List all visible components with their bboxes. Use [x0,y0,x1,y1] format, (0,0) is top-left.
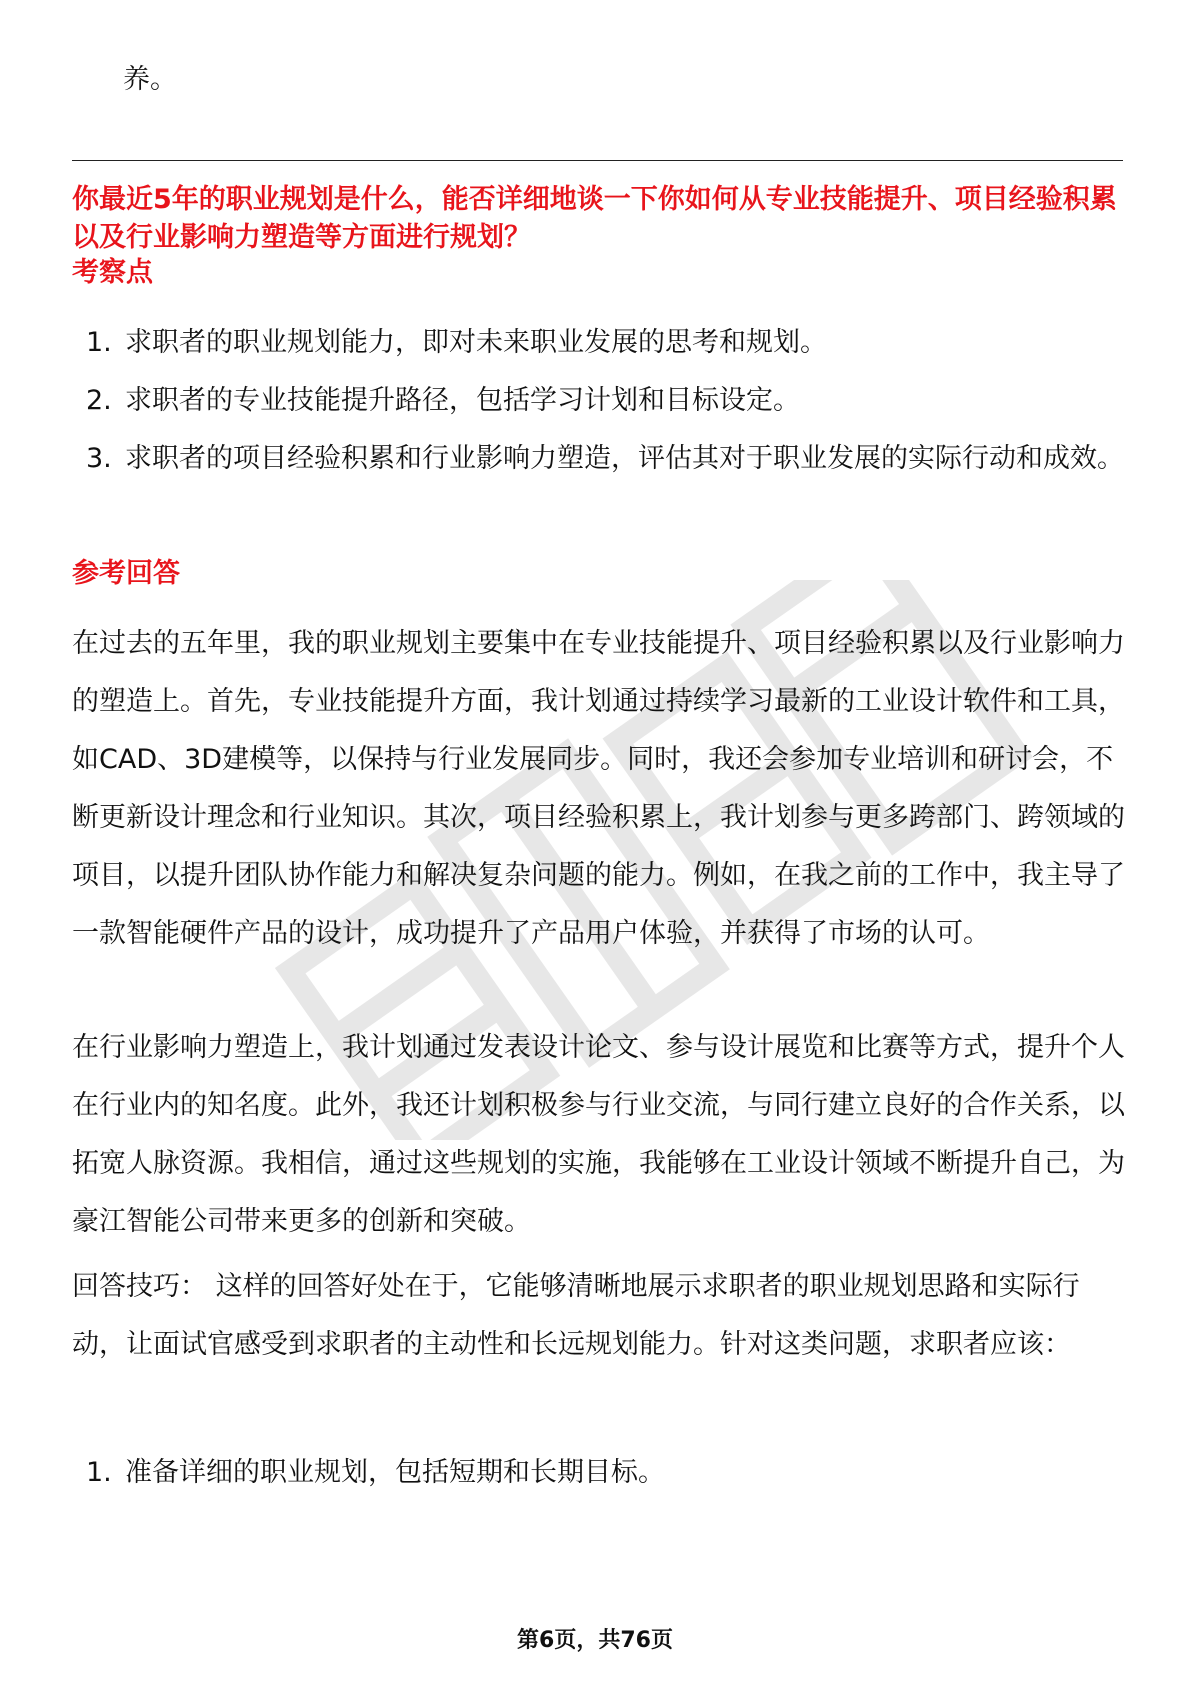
list-item-text: 准备详细的职业规划，包括短期和长期目标。 [125,1457,665,1488]
list-item-text: 求职者的职业规划能力，即对未来职业发展的思考和规划。 [125,327,827,358]
list-number: 1. [86,1457,112,1488]
section-divider [72,160,1123,161]
focus-heading: 考察点 [72,257,153,288]
list-item [72,372,1132,430]
tips-paragraph: 回答技巧： 这样的回答好处在于，它能够清晰地展示求职者的职业规划思路和实际行动，让面试官感受到求职者的主动性和长远规划能力。针对这类问题，求职者应该： [72,1271,1080,1360]
list-number: 1. [86,327,112,358]
page-footer: 第6页，共76页 [517,1628,673,1653]
focus-points-list [72,314,1132,488]
list-item [72,314,1132,372]
tips-points-list [72,1444,1132,1502]
answer-paragraph: 在行业影响力塑造上，我计划通过发表设计论文、参与设计展览和比赛等方式，提升个人在行业内的知名度。此外，我还计划积极参与行业交流，与同行建立良好的合作关系，以拓宽人脉资源。我相信，通过这些规划的实施，我能够在工业设计领域不断提升自己，为豪江智能公司带来更多的创新和突破。 [72,1032,1125,1237]
list-item-text: 求职者的项目经验积累和行业影响力塑造，评估其对于职业发展的实际行动和成效。 [125,443,1124,474]
list-number: 3. [86,443,112,474]
list-number: 2. [86,385,112,416]
list-item-text: 求职者的专业技能提升路径，包括学习计划和目标设定。 [125,385,800,416]
answer-paragraph: 在过去的五年里，我的职业规划主要集中在专业技能提升、项目经验积累以及行业影响力的塑造上。首先，专业技能提升方面，我计划通过持续学习最新的工业设计软件和工具，如CAD、3D建模等，以保持与行业发展同步。同时，我还会参加专业培训和研讨会，不断更新设计理念和行业知识。其次，项目经验积累上，我计划参与更多跨部门、跨领域的项目，以提升团队协作能力和解决复杂问题的能力。例如，在我之前的工作中，我主导了一款智能硬件产品的设计，成功提升了产品用户体验，并获得了市场的认可。 [72,628,1125,949]
continuation-text: 养。 [123,64,177,95]
list-item [72,430,1132,488]
list-item [72,1444,1132,1502]
answer-heading: 参考回答 [72,558,180,589]
question-title: 你最近5年的职业规划是什么，能否详细地谈一下你如何从专业技能提升、项目经验积累以及行业影响力塑造等方面进行规划？ [72,184,1117,253]
